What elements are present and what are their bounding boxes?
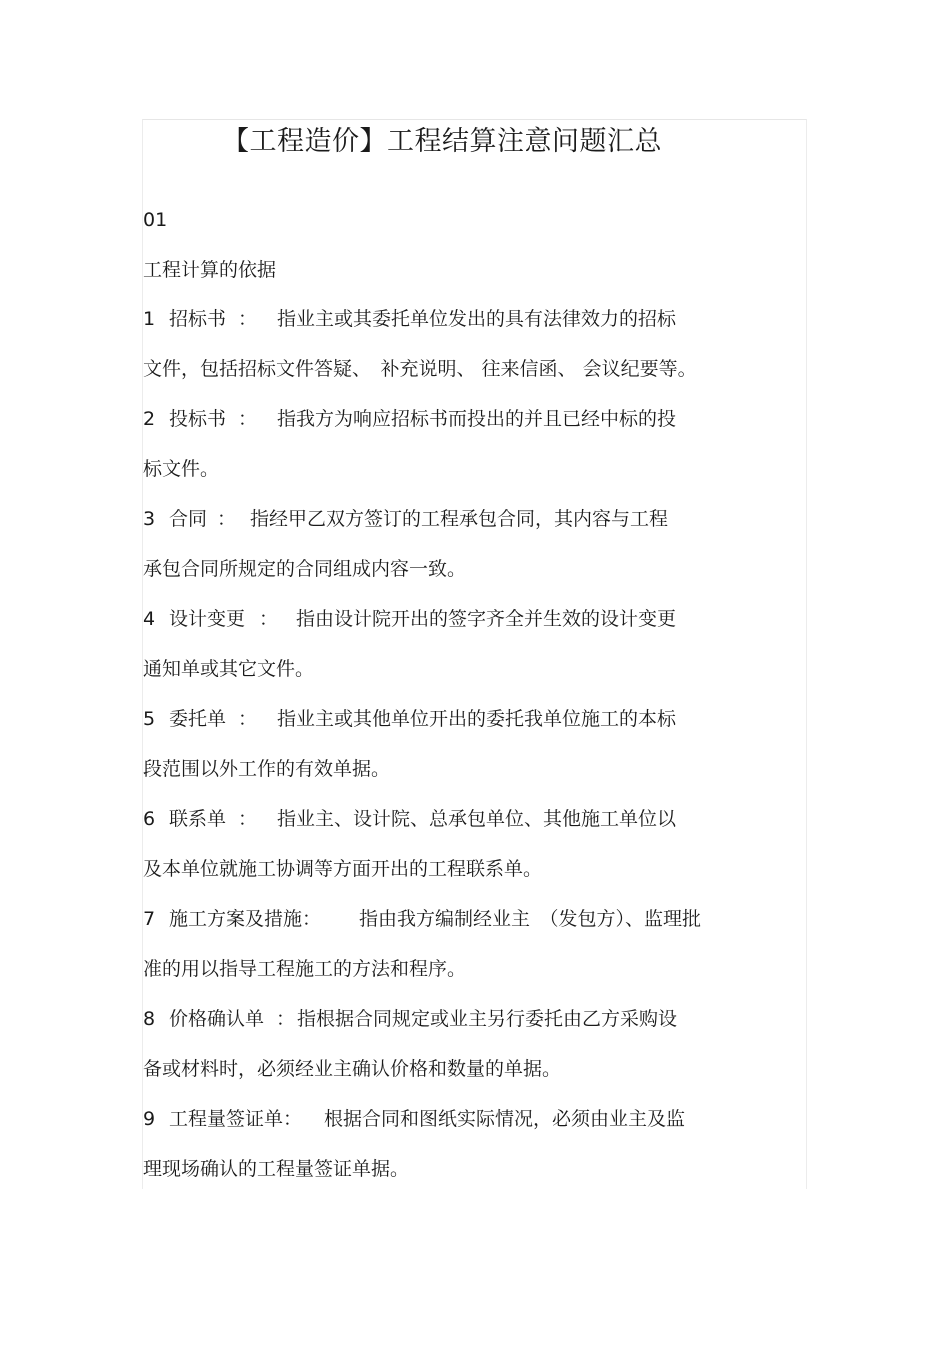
item-number: 4 xyxy=(143,608,156,630)
item-2-line1 xyxy=(143,405,676,433)
item-term: 施工方案及措施 xyxy=(169,908,303,930)
item-number: 6 xyxy=(143,808,156,830)
item-text: 指由设计院开出的签字齐全并生效的设计变更 xyxy=(296,608,677,630)
item-2-line2: 标文件。 xyxy=(143,458,220,480)
item-4-line1 xyxy=(143,605,676,633)
item-7-line1 xyxy=(143,905,701,933)
item-5-line1 xyxy=(143,705,676,733)
item-text: 指根据合同规定或业主另行委托由乙方采购设 xyxy=(297,1008,678,1030)
item-6-line2: 及本单位就施工协调等方面开出的工程联系单。 xyxy=(143,858,543,880)
item-9-line2: 理现场确认的工程量签证单据。 xyxy=(143,1158,410,1180)
item-text: 指由我方编制经业主 （发包方）、监理批 xyxy=(359,908,702,930)
item-text: 指业主或其委托单位发出的具有法律效力的招标 xyxy=(277,308,677,330)
item-number: 8 xyxy=(143,1008,156,1030)
item-separator: ： xyxy=(238,808,258,830)
item-term: 价格确认单 xyxy=(169,1008,265,1030)
item-number: 9 xyxy=(143,1108,156,1130)
item-number: 5 xyxy=(143,708,156,730)
item-text: 指经甲乙双方签订的工程承包合同，其内容与工程 xyxy=(250,508,669,530)
document-title: 【工程造价】工程结算注意问题汇总 xyxy=(222,126,662,157)
item-separator: ： xyxy=(302,908,322,930)
item-separator: ： xyxy=(238,708,258,730)
item-7-line2: 准的用以指导工程施工的方法和程序。 xyxy=(143,958,467,980)
item-3-line1 xyxy=(143,505,668,533)
item-separator: ： xyxy=(238,308,258,330)
section-number: 01 xyxy=(143,209,168,231)
item-separator: ： xyxy=(259,608,279,630)
item-5-line2: 段范围以外工作的有效单据。 xyxy=(143,758,391,780)
item-term: 工程量签证单 xyxy=(169,1108,284,1130)
item-number: 7 xyxy=(143,908,156,930)
item-separator: ： xyxy=(238,408,258,430)
item-separator: ： xyxy=(217,508,237,530)
item-term: 委托单 xyxy=(169,708,227,730)
item-3-line2: 承包合同所规定的合同组成内容一致。 xyxy=(143,558,467,580)
item-number: 1 xyxy=(143,308,156,330)
item-term: 招标书 xyxy=(169,308,227,330)
item-1-line2: 文件，包括招标文件答疑、 补充说明、 往来信函、 会议纪要等。 xyxy=(143,358,697,380)
item-text: 指业主、设计院、总承包单位、其他施工单位以 xyxy=(277,808,677,830)
item-6-line1 xyxy=(143,805,676,833)
item-8-line1 xyxy=(143,1005,677,1033)
item-text: 指我方为响应招标书而投出的并且已经中标的投 xyxy=(277,408,677,430)
item-separator: ： xyxy=(276,1008,296,1030)
item-text: 指业主或其他单位开出的委托我单位施工的本标 xyxy=(277,708,677,730)
item-number: 2 xyxy=(143,408,156,430)
item-text: 根据合同和图纸实际情况，必须由业主及监 xyxy=(324,1108,686,1130)
item-term: 合同 xyxy=(169,508,208,530)
section-heading: 工程计算的依据 xyxy=(143,259,277,281)
item-9-line1 xyxy=(143,1105,685,1133)
item-4-line2: 通知单或其它文件。 xyxy=(143,658,315,680)
item-1-line1 xyxy=(143,305,676,333)
item-term: 设计变更 xyxy=(169,608,246,630)
item-number: 3 xyxy=(143,508,156,530)
item-separator: ： xyxy=(283,1108,303,1130)
item-term: 投标书 xyxy=(169,408,227,430)
item-8-line2: 备或材料时，必须经业主确认价格和数量的单据。 xyxy=(143,1058,562,1080)
item-term: 联系单 xyxy=(169,808,227,830)
